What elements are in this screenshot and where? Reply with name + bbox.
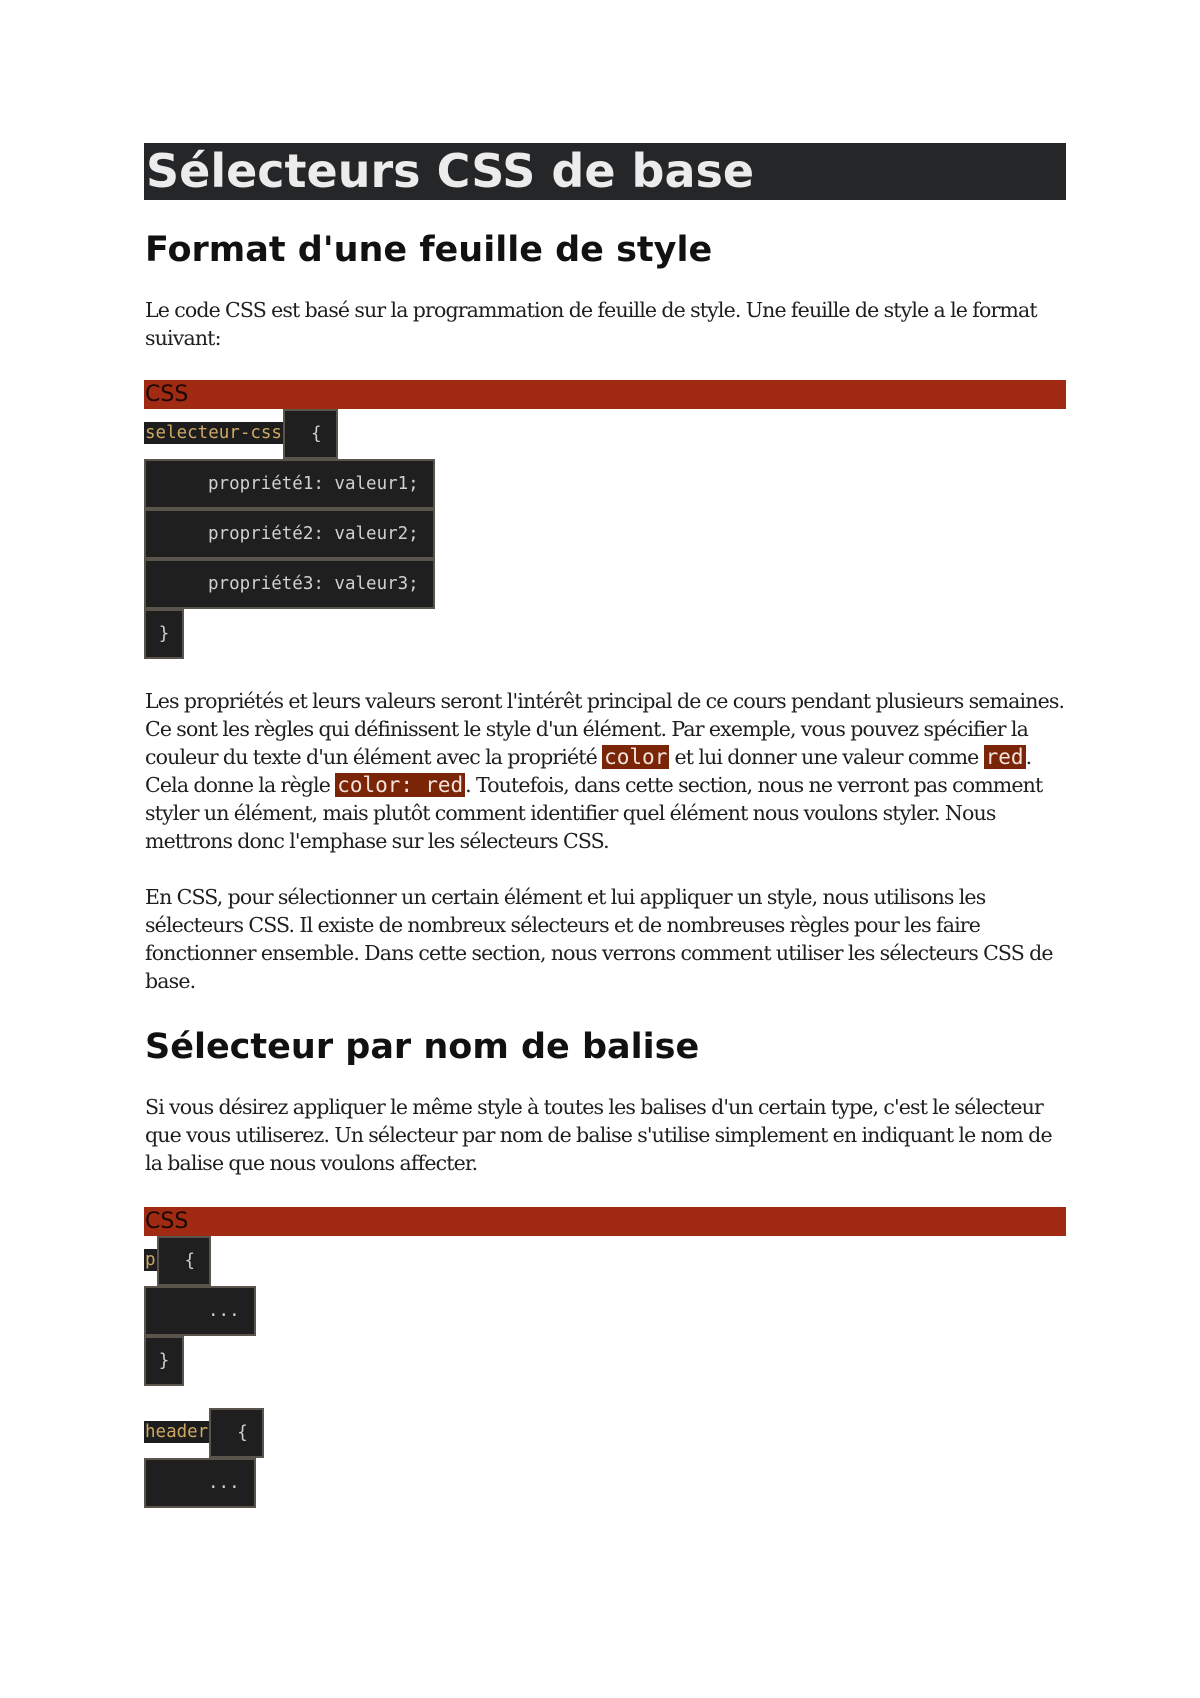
section-heading-format: Format d'une feuille de style bbox=[145, 230, 713, 270]
code-close-brace: } bbox=[144, 1336, 184, 1386]
code-line: propriété3: valeur3; bbox=[144, 559, 435, 609]
section-heading-tag-selector: Sélecteur par nom de balise bbox=[145, 1027, 700, 1067]
intro-paragraph: Le code CSS est basé sur la programmation de feuille de style. Une feuille de style a le format suivant: bbox=[145, 298, 1037, 350]
code-open-brace: { bbox=[283, 409, 338, 459]
code-close-brace: } bbox=[144, 609, 184, 659]
code-open-brace: { bbox=[157, 1236, 212, 1286]
inline-code-red: red bbox=[985, 745, 1024, 769]
page-title: Sélecteurs CSS de base bbox=[144, 143, 1066, 200]
code-selector: selecteur-css bbox=[145, 423, 282, 443]
code-line: ... bbox=[144, 1458, 256, 1508]
inline-code-color-red: color: red bbox=[337, 773, 464, 797]
code-selector: p bbox=[145, 1250, 156, 1270]
code-open-brace: { bbox=[209, 1408, 264, 1458]
code-line: propriété2: valeur2; bbox=[144, 509, 435, 559]
code-line: ... bbox=[144, 1286, 256, 1336]
code-block-stylesheet-format bbox=[144, 409, 1066, 659]
code-block-p-selector bbox=[144, 1236, 1066, 1386]
code-line: propriété1: valeur1; bbox=[144, 459, 435, 509]
code-label: CSS bbox=[144, 1207, 1066, 1236]
document-page bbox=[144, 143, 1066, 1508]
properties-paragraph: Les propriétés et leurs valeurs seront l'intérêt principal de ce cours pendant plusieurs semaines. Ce sont les règles qui définissent le style d'un élément. Par exemple, vous pouvez spécifier la couleur du texte d'un élément avec la propriété color et lui donner une valeur comme red. Cela donne la règle color: red. Toutefois, dans cette section, nous ne verront pas comment styler un élément, mais plutôt comment identifier quel élément nous voulons styler. Nous mettrons donc l'emphase sur les sélecteurs CSS. bbox=[145, 689, 1065, 853]
code-label: CSS bbox=[144, 380, 1066, 409]
code-selector: header bbox=[145, 1422, 209, 1442]
tag-selector-paragraph: Si vous désirez appliquer le même style à toutes les balises d'un certain type, c'est le sélecteur que vous utiliserez. Un sélecteur par nom de balise s'utilise simplement en indiquant le nom de la balise que nous voulons affecter. bbox=[145, 1095, 1052, 1175]
inline-code-color: color bbox=[604, 745, 668, 769]
selectors-paragraph: En CSS, pour sélectionner un certain élément et lui appliquer un style, nous utilisons les sélecteurs CSS. Il existe de nombreux sélecteurs et de nombreuses règles pour les faire fonctionner ensemble. Dans cette section, nous verrons comment utiliser les sélecteurs CSS de base. bbox=[145, 885, 1053, 993]
code-block-header-selector bbox=[144, 1408, 1066, 1508]
